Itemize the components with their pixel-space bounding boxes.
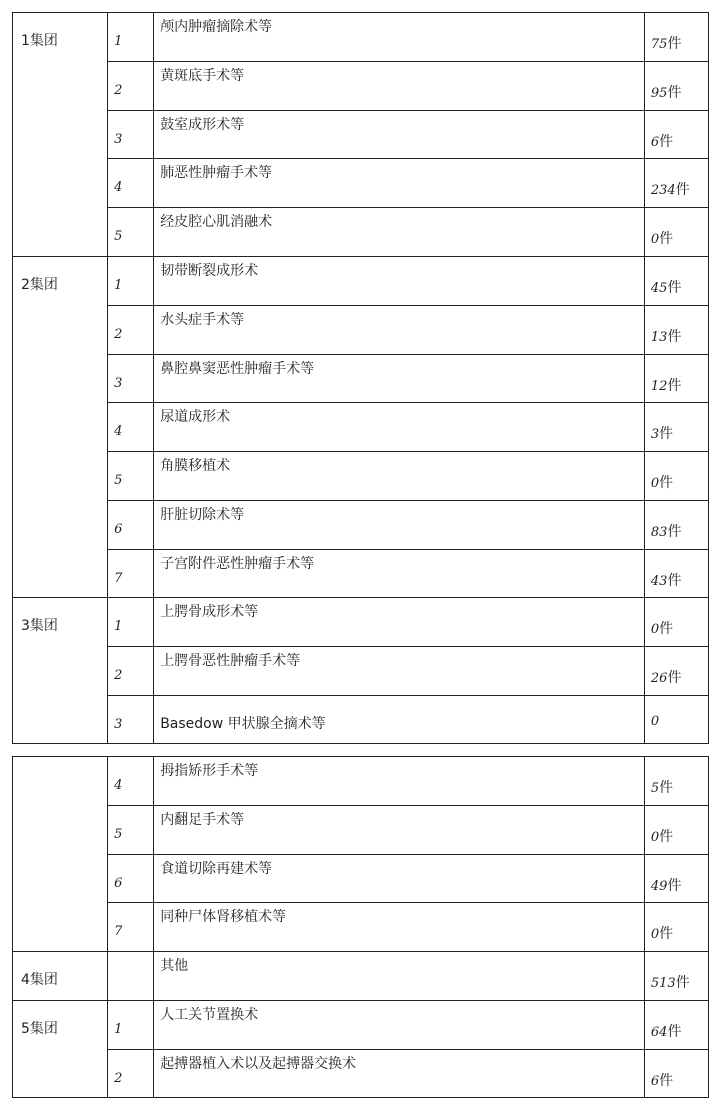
procedure-name: 上腭骨恶性肿瘤手术等 [160,653,301,669]
row-number-cell [108,1050,154,1098]
count-unit: 件 [667,378,682,394]
count-cell [644,306,708,355]
procedure-name: 黄斑底手术等 [160,68,245,84]
row-number: 3 [114,376,123,391]
count-cell [644,806,708,855]
row-number-cell [108,13,154,62]
procedure-cell [154,13,645,62]
count-cell [644,952,708,1001]
count-value: 45 [650,281,668,296]
case-count [645,452,708,492]
group-cell [13,13,108,257]
count-value: 513 [650,976,676,991]
table-row [13,13,709,62]
procedure-name: 肺恶性肿瘤手术等 [160,165,273,181]
row-number-cell [108,855,154,903]
case-count [645,62,708,102]
row-number-cell [108,647,154,696]
group-cell [13,598,108,744]
row-number-cell [108,403,154,452]
count-cell [644,111,708,159]
count-cell [644,452,708,501]
count-unit: 件 [659,926,674,942]
row-number: 3 [114,132,123,147]
procedure-cell [154,159,645,208]
case-count [645,806,708,846]
procedure-name: 尿道成形术 [160,409,231,425]
count-value: 0 [650,927,660,942]
group-cell [13,1001,108,1098]
row-number-cell [108,501,154,550]
procedure-cell [154,598,645,647]
group-label: 2集团 [21,277,58,293]
count-unit: 件 [667,670,682,686]
row-number [108,952,153,973]
case-count [645,111,708,151]
table-row [13,647,709,696]
count-unit: 件 [659,829,674,845]
table-row [13,550,709,598]
count-cell [644,1001,708,1050]
row-number: 1 [114,34,123,49]
count-value: 5 [650,781,660,796]
count-unit: 件 [659,621,674,637]
procedure-name: 韧带断裂成形术 [160,263,259,279]
procedure-cell [154,952,645,1001]
table-row [13,257,709,306]
table-row [13,696,709,744]
row-number: 3 [114,717,123,732]
table-row [13,403,709,452]
case-count [645,598,708,638]
group-cell [13,952,108,1001]
row-number: 2 [114,83,123,98]
count-value: 64 [650,1025,668,1040]
row-number-cell [108,952,154,1001]
count-value: 0 [650,622,660,637]
group-label [13,757,107,774]
procedure-cell [154,903,645,952]
procedure-cell [154,647,645,696]
count-unit: 件 [667,85,682,101]
row-number: 4 [114,424,123,439]
group-cell [13,757,108,952]
table-row [13,598,709,647]
case-count [645,550,708,590]
count-value: 43 [650,574,668,589]
procedure-name: 鼻腔鼻窦恶性肿瘤手术等 [160,361,315,377]
row-number-cell [108,159,154,208]
procedure-cell [154,696,645,744]
count-cell [644,355,708,403]
procedure-cell [154,208,645,257]
procedure-cell [154,403,645,452]
case-count [645,903,708,943]
procedure-name: 子宫附件恶性肿瘤手术等 [160,556,315,572]
procedure-name: 食道切除再建术等 [160,861,273,877]
count-value: 6 [650,1074,660,1089]
count-cell [644,757,708,806]
case-count [645,257,708,297]
procedure-cell [154,1001,645,1050]
count-cell [644,159,708,208]
count-cell [644,1050,708,1098]
count-unit: 件 [667,280,682,296]
table-row [13,62,709,111]
count-value: 49 [650,879,668,894]
procedure-cell [154,757,645,806]
count-unit: 件 [667,524,682,540]
case-count [645,355,708,395]
count-cell [644,647,708,696]
surgery-table-part1 [12,12,709,744]
count-value: 0 [650,830,660,845]
table-row [13,355,709,403]
count-unit: 件 [675,182,690,198]
group-label: 3集团 [21,618,58,634]
row-number: 1 [114,1022,123,1037]
count-cell [644,13,708,62]
table-body-1 [13,13,709,744]
row-number-cell [108,355,154,403]
row-number: 2 [114,668,123,683]
procedure-name: 其他 [160,958,189,974]
procedure-cell [154,62,645,111]
procedure-name: 上腭骨成形术等 [160,604,259,620]
row-number-cell [108,257,154,306]
count-cell [644,257,708,306]
table-row [13,806,709,855]
table-row [13,1001,709,1050]
row-number-cell [108,806,154,855]
case-count [645,1050,708,1090]
count-unit: 件 [667,573,682,589]
row-number: 2 [114,1071,123,1086]
count-cell [644,550,708,598]
case-count [645,952,708,992]
count-unit: 件 [667,1024,682,1040]
group-cell [13,257,108,598]
procedure-name: 水头症手术等 [160,312,245,328]
count-value: 6 [650,135,660,150]
procedure-cell [154,306,645,355]
row-number: 4 [114,778,123,793]
row-number-cell [108,550,154,598]
procedure-cell [154,806,645,855]
procedure-cell [154,1050,645,1098]
procedure-cell [154,855,645,903]
case-count [645,501,708,541]
count-value: 0 [650,714,660,729]
table-row [13,452,709,501]
count-value: 0 [650,476,660,491]
case-count [645,647,708,687]
count-value: 12 [650,379,668,394]
count-value: 234 [650,183,676,198]
table-row [13,757,709,806]
procedure-name: 角膜移植术 [160,458,231,474]
count-unit: 件 [675,975,690,991]
row-number-cell [108,757,154,806]
row-number: 6 [114,522,123,537]
procedure-name: 拇指矫形手术等 [160,763,259,779]
procedure-name: 起搏器植入术以及起搏器交换术 [160,1056,357,1072]
row-number: 5 [114,229,123,244]
procedure-name: 人工关节置换术 [160,1007,259,1023]
count-cell [644,903,708,952]
row-number-cell [108,306,154,355]
count-unit: 件 [659,231,674,247]
procedure-name: 同种尸体肾移植术等 [160,909,287,925]
count-unit: 件 [659,1073,674,1089]
table-row [13,855,709,903]
procedure-name: 颅内肿瘤摘除术等 [160,19,273,35]
table-row [13,501,709,550]
row-number: 1 [114,619,123,634]
procedure-cell [154,257,645,306]
table-row [13,159,709,208]
case-count [645,13,708,53]
row-number: 5 [114,473,123,488]
count-cell [644,403,708,452]
case-count [645,1001,708,1041]
case-count [645,208,708,248]
row-number: 7 [114,571,123,586]
procedure-name: 鼓室成形术等 [160,117,245,133]
row-number-cell [108,62,154,111]
table-row [13,952,709,1001]
count-cell [644,501,708,550]
count-value: 95 [650,86,668,101]
count-cell [644,855,708,903]
count-unit: 件 [667,878,682,894]
row-number-cell [108,1001,154,1050]
count-unit: 件 [659,426,674,442]
row-number-cell [108,111,154,159]
row-number: 2 [114,327,123,342]
row-number: 4 [114,180,123,195]
table-row [13,1050,709,1098]
table-body-2 [13,757,709,1098]
group-label: 1集团 [21,33,58,49]
count-cell [644,208,708,257]
row-number: 1 [114,278,123,293]
procedure-cell [154,355,645,403]
procedure-name: 肝脏切除术等 [160,507,245,523]
count-value: 83 [650,525,668,540]
case-count [645,159,708,199]
row-number-cell [108,598,154,647]
count-value: 13 [650,330,668,345]
case-count [645,757,708,797]
procedure-cell [154,501,645,550]
case-count [645,403,708,443]
count-value: 75 [650,37,668,52]
row-number-cell [108,903,154,952]
count-unit: 件 [667,36,682,52]
count-value: 0 [650,232,660,247]
case-count [645,306,708,346]
case-count [645,855,708,895]
count-unit: 件 [659,780,674,796]
count-cell [644,696,708,744]
count-cell [644,62,708,111]
row-number: 7 [114,924,123,939]
count-unit: 件 [667,329,682,345]
procedure-name: Basedow 甲状腺全摘术等 [160,716,326,732]
table-row [13,306,709,355]
table-row [13,111,709,159]
row-number-cell [108,208,154,257]
count-cell [644,598,708,647]
row-number-cell [108,696,154,744]
procedure-name: 经皮腔心肌消融术 [160,214,273,230]
row-number: 5 [114,827,123,842]
count-unit: 件 [659,475,674,491]
group-label: 5集团 [21,1021,58,1037]
procedure-name: 内翻足手术等 [160,812,245,828]
procedure-cell [154,111,645,159]
case-count [645,696,708,729]
procedure-cell [154,452,645,501]
row-number: 6 [114,876,123,891]
group-label: 4集团 [21,972,58,988]
procedure-cell [154,550,645,598]
table-row [13,903,709,952]
surgery-table-part2 [12,756,709,1098]
count-value: 3 [650,427,660,442]
table-row [13,208,709,257]
count-unit: 件 [659,134,674,150]
row-number-cell [108,452,154,501]
count-value: 26 [650,671,668,686]
